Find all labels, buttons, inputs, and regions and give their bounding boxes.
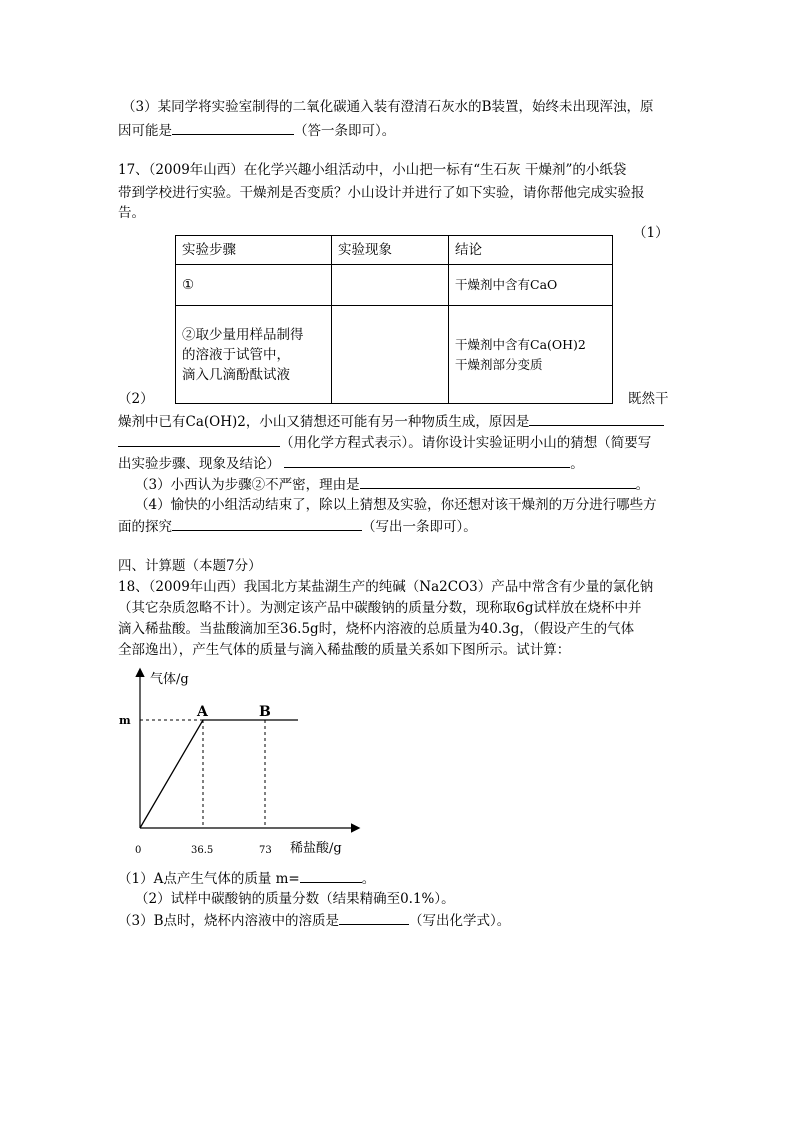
q17-line3: 告。 xyxy=(118,205,145,221)
answer-blank[interactable] xyxy=(172,120,294,135)
q18-sub2: （2）试样中碳酸钠的质量分数（结果精确至0.1%）。 xyxy=(135,891,455,907)
step-line: ②取少量用样品制得 xyxy=(182,326,304,343)
answer-blank[interactable] xyxy=(360,474,636,489)
experiment-table xyxy=(175,235,613,404)
q17-part2-line3: 出实验步骤、现象及结论） 。 xyxy=(118,453,584,474)
origin-label: 0 xyxy=(135,845,142,856)
conclusion-line: 干燥剂中含有Ca(OH)2 xyxy=(455,336,586,352)
answer-blank[interactable] xyxy=(529,411,664,426)
q18-line1: 18、（2009年山西）我国北方某盐湖生产的纯碱（Na2CO3）产品中常含有少量的氯化钠 xyxy=(118,579,654,595)
conclusion-line: 干燥剂部分变质 xyxy=(455,356,543,372)
step-line: 滴入几滴酚酞试液 xyxy=(182,366,290,383)
part2-side-text: 既然干 xyxy=(628,391,669,407)
q17-part3: （3）小西认为步骤②不严密，理由是 。 xyxy=(135,474,649,495)
q17-part2-line2: （用化学方程式表示）。请你设计实验证明小山的猜想（简要写 xyxy=(118,432,651,453)
q16-3-line1: （3）某同学将实验室制得的二氧化碳通入装有澄清石灰水的B装置，始终未出现浑浊，原 xyxy=(122,99,654,115)
x-tick-label: 36.5 xyxy=(191,845,214,856)
section4-title: 四、计算题（本题7分） xyxy=(118,558,262,574)
q17-part4-line2: 面的探究 （写出一条即可）。 xyxy=(118,516,477,537)
gas-series-line xyxy=(140,720,298,828)
q18-line3: 滴入稀盐酸。当盐酸滴加至36.5g时，烧杯内溶液的总质量为40.3g，（假设产生的气体 xyxy=(118,621,635,637)
answer-blank[interactable] xyxy=(118,432,280,447)
table-cell: 干燥剂中含有CaO xyxy=(449,265,613,306)
part2-label: （2） xyxy=(118,391,154,407)
gas-vs-acid-chart xyxy=(110,660,370,865)
q18-line2: （其它杂质忽略不计）。为测定该产品中碳酸钠的质量分数，现称取6g试样放在烧杯中并 xyxy=(118,600,642,616)
answer-blank[interactable] xyxy=(172,516,362,531)
q17-line2: 带到学校进行实验。干燥剂是否变质？小山设计并进行了如下实验，请你帮他完成实验报 xyxy=(118,185,645,201)
q18-sub1: （1）A点产生气体的质量 m= 。 xyxy=(118,868,375,889)
step-line: 的溶液于试管中， xyxy=(182,346,290,363)
x-tick-label: 73 xyxy=(259,845,272,856)
table-header: 实验现象 xyxy=(332,236,449,265)
answer-blank[interactable] xyxy=(300,868,362,883)
table-cell xyxy=(449,306,613,404)
q18-sub3: （3）B点时，烧杯内溶液中的溶质是 （写出化学式）。 xyxy=(118,910,510,931)
table-header: 实验步骤 xyxy=(176,236,332,265)
point-label-b: B xyxy=(259,704,271,720)
table-header: 结论 xyxy=(449,236,613,265)
answer-cell[interactable] xyxy=(332,265,449,306)
q17-part4: （4）愉快的小组活动结束了，除以上猜想及实验，你还想对该干燥剂的万分进行哪些方 xyxy=(135,497,657,513)
table-row xyxy=(176,306,613,404)
x-axis-label: 稀盐酸/g xyxy=(290,841,342,856)
q17-line1: 17、（2009年山西）在化学兴趣小组活动中，小山把一标有“生石灰 干燥剂”的小纸袋 xyxy=(118,162,627,178)
table-header-row xyxy=(176,236,613,265)
q16-3-line2: 因可能是 （答一条即可）。 xyxy=(118,120,395,141)
table-row xyxy=(176,265,613,306)
y-marker-m: m xyxy=(119,714,131,727)
point-label-a: A xyxy=(197,704,208,720)
table-cell xyxy=(176,306,332,404)
answer-blank[interactable] xyxy=(339,910,409,925)
answer-blank[interactable] xyxy=(284,453,570,468)
q17-part2-line1: 燥剂中已有Ca(OH)2，小山又猜想还可能有另一种物质生成，原因是 xyxy=(118,411,664,432)
q18-line4: 全部逸出），产生气体的质量与滴入稀盐酸的质量关系如下图所示。试计算： xyxy=(118,642,571,658)
y-axis-label: 气体/g xyxy=(150,672,189,687)
answer-cell[interactable] xyxy=(332,306,449,404)
table-cell: ① xyxy=(176,265,332,306)
part1-label: （1） xyxy=(633,225,669,241)
